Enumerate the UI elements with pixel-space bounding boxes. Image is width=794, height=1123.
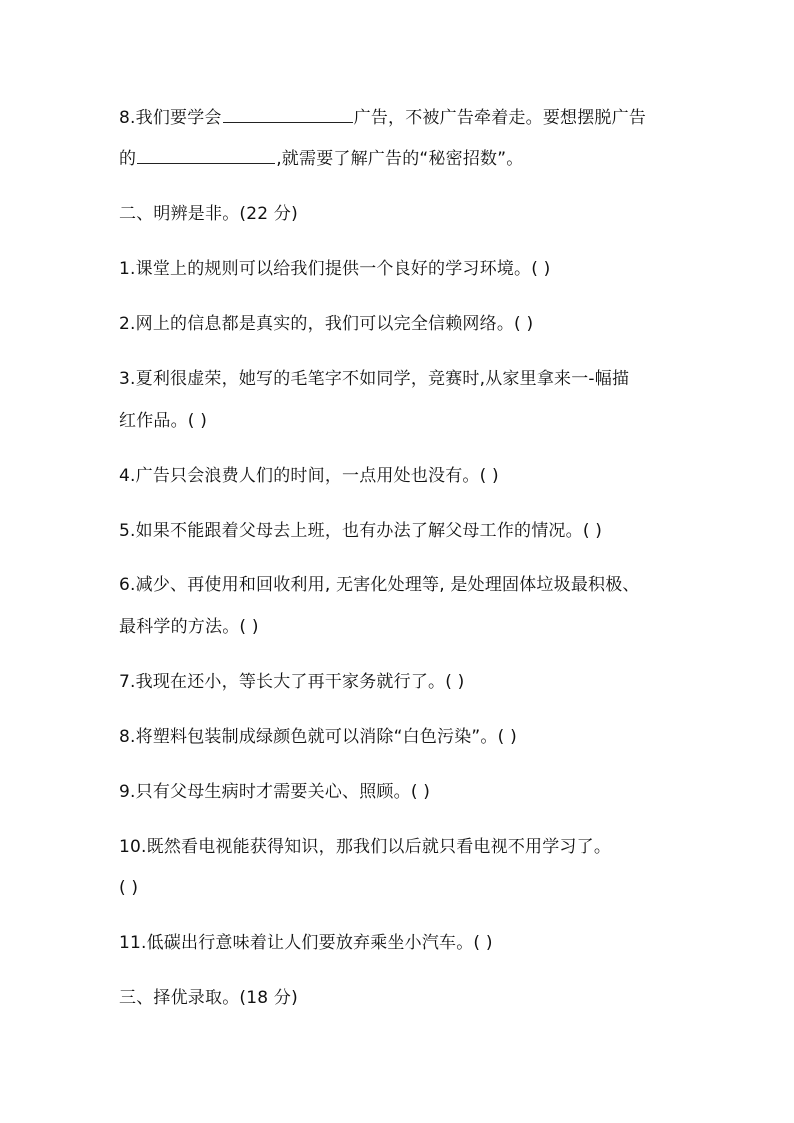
section-heading-true-false: 二、明辨是非。(22 分) bbox=[119, 204, 298, 224]
true-false-item-9: 9.只有父母生病时才需要关心、照顾。( ) bbox=[119, 782, 431, 802]
true-false-item-2: 2.网上的信息都是真实的，我们可以完全信赖网络。( ) bbox=[119, 314, 534, 334]
true-false-item-6: 6.减少、再使用和回收利用, 无害化处理等, 是处理固体垃圾最积极、 bbox=[119, 575, 640, 595]
true-false-item-8: 8.将塑料包装制成绿颜色就可以消除“白色污染”。( ) bbox=[119, 727, 517, 747]
answer-blank bbox=[223, 106, 353, 123]
true-false-item-6-continued: 最科学的方法。( ) bbox=[119, 617, 259, 637]
true-false-item-7: 7.我现在还小，等长大了再干家务就行了。( ) bbox=[119, 672, 465, 692]
true-false-item-1: 1.课堂上的规则可以给我们提供一个良好的学习环境。( ) bbox=[119, 259, 551, 279]
section-heading-multiple-choice: 三、择优录取。(18 分) bbox=[119, 988, 298, 1008]
fill-blank-question-8-line-2 bbox=[119, 147, 523, 171]
true-false-item-5: 5.如果不能跟着父母去上班，也有办法了解父母工作的情况。( ) bbox=[119, 521, 603, 541]
fill-blank-question-8-line-1 bbox=[119, 106, 646, 130]
question-text: 的 bbox=[119, 149, 137, 169]
question-text: 8.我们要学会 bbox=[119, 108, 222, 128]
true-false-item-4: 4.广告只会浪费人们的时间，一点用处也没有。( ) bbox=[119, 466, 499, 486]
question-text: ,就需要了解广告的“秘密招数”。 bbox=[276, 149, 524, 169]
true-false-item-10-continued: ( ) bbox=[119, 878, 139, 898]
answer-blank bbox=[137, 147, 275, 164]
true-false-item-3-continued: 红作品。( ) bbox=[119, 411, 208, 431]
question-text: 广告，不被广告牵着走。要想摆脱广告 bbox=[353, 108, 647, 128]
true-false-item-3: 3.夏利很虚荣，她写的毛笔字不如同学，竞赛时,从家里拿来一-幅描 bbox=[119, 369, 630, 389]
true-false-item-10: 10.既然看电视能获得知识，那我们以后就只看电视不用学习了。 bbox=[119, 837, 612, 857]
true-false-item-11: 11.低碳出行意味着让人们要放弃乘坐小汽车。( ) bbox=[119, 933, 493, 953]
